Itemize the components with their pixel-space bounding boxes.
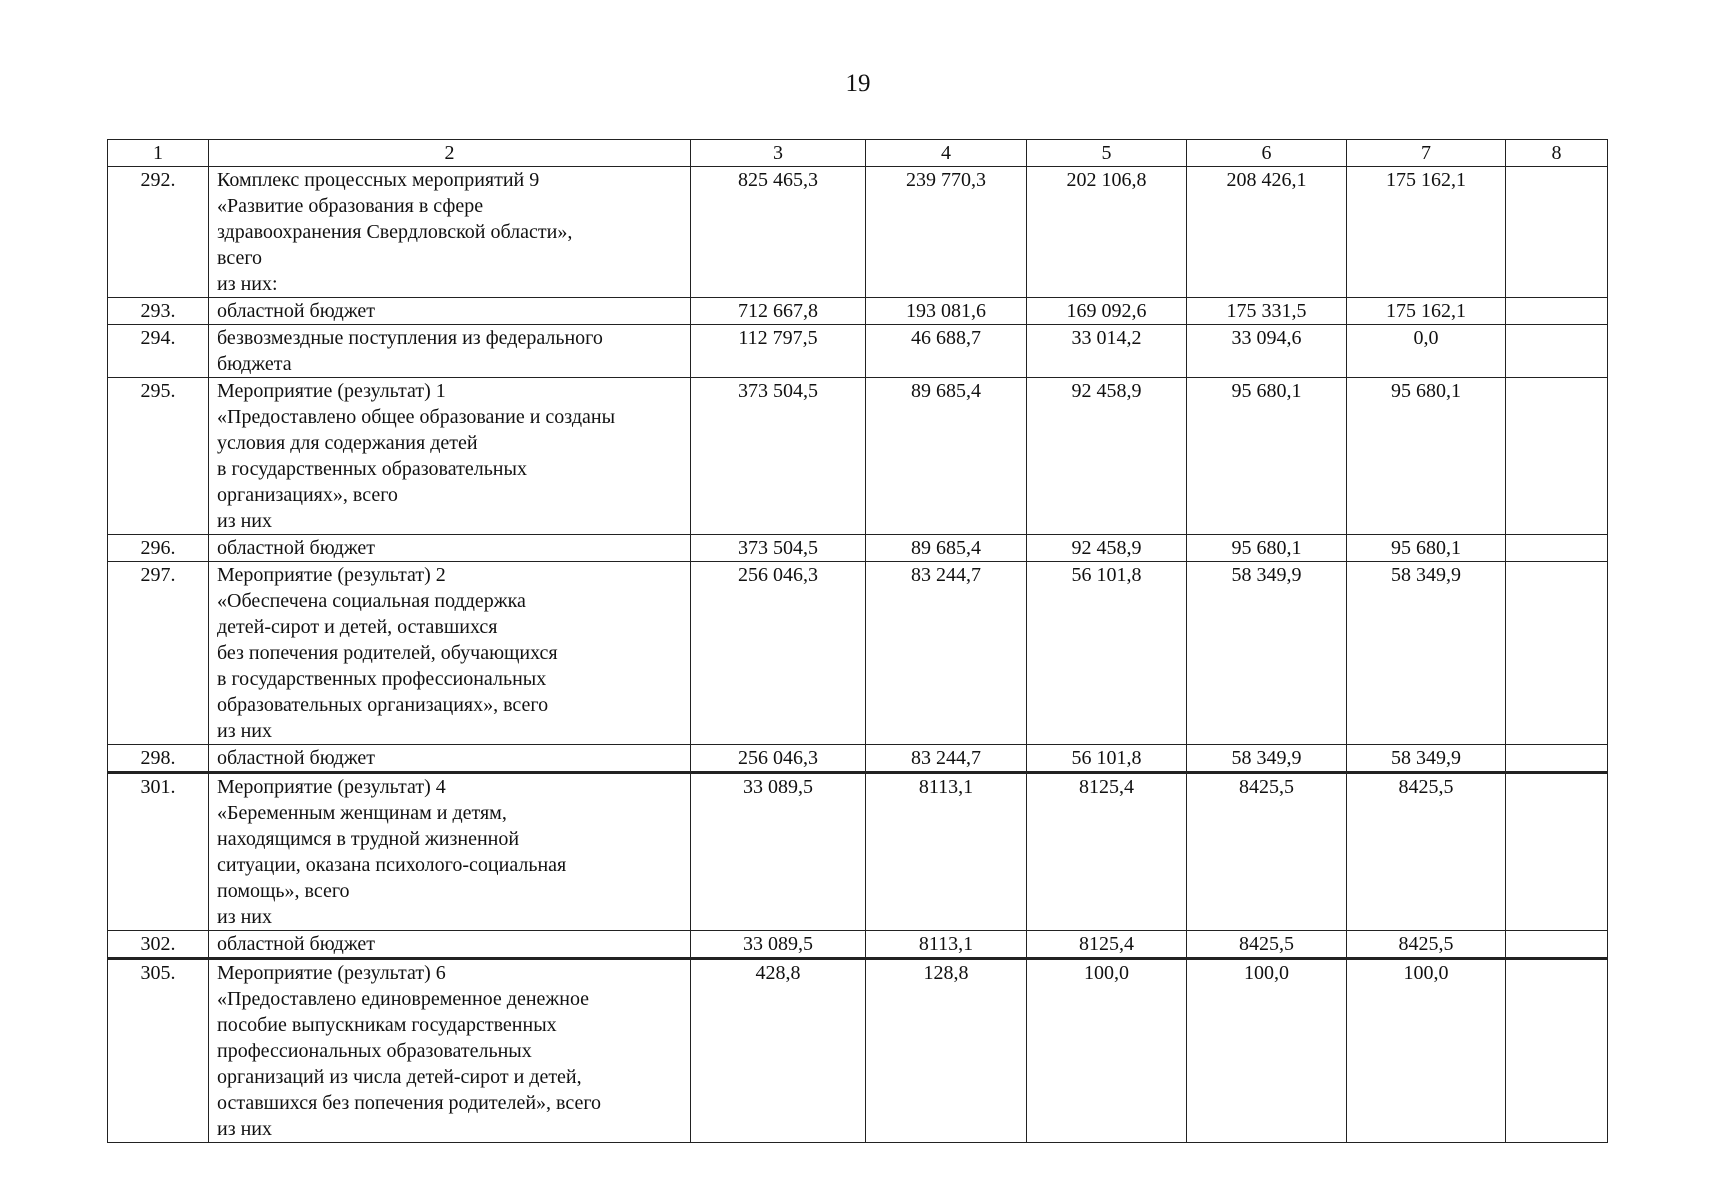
value-cell-col-4: 128,8 [866,959,1027,1143]
row-number: 295. [108,378,209,535]
value-cell-col-4: 83 244,7 [866,562,1027,745]
value-cell-col-8 [1506,325,1608,378]
table-row [108,959,1608,1143]
value-cell-col-4: 8113,1 [866,773,1027,931]
value-cell-col-5: 92 458,9 [1027,378,1187,535]
table-row [108,325,1608,378]
value-cell-col-5: 8125,4 [1027,773,1187,931]
value-cell-col-8 [1506,378,1608,535]
value-cell-col-4: 193 081,6 [866,298,1027,325]
value-cell-col-6: 208 426,1 [1187,167,1347,298]
column-header: 3 [691,140,866,167]
description-line: оставшихся без попечения родителей», всего [217,1092,602,1114]
description-line: из них [217,720,273,742]
value-cell-col-6: 175 331,5 [1187,298,1347,325]
value-cell-col-5: 33 014,2 [1027,325,1187,378]
value-cell-col-3: 33 089,5 [691,931,866,959]
value-cell-col-4: 83 244,7 [866,745,1027,773]
column-header: 4 [866,140,1027,167]
value-cell-col-5: 92 458,9 [1027,535,1187,562]
column-header: 1 [108,140,209,167]
value-cell-col-5: 56 101,8 [1027,562,1187,745]
description-line: Мероприятие (результат) 6 [217,962,446,984]
column-number-header [108,140,1608,167]
description-line: условия для содержания детей [217,432,478,454]
table-row [108,562,1608,745]
description-line: из них [217,510,273,532]
row-description [209,773,691,931]
row-number: 301. [108,773,209,931]
value-cell-col-7: 58 349,9 [1347,745,1506,773]
description-line: без попечения родителей, обучающихся [217,642,558,664]
value-cell-col-4: 89 685,4 [866,378,1027,535]
page-number: 19 [845,70,871,97]
value-cell-col-5: 56 101,8 [1027,745,1187,773]
description-line: «Обеспечена социальная поддержка [217,590,526,612]
value-cell-col-8 [1506,562,1608,745]
value-cell-col-5: 169 092,6 [1027,298,1187,325]
value-cell-col-6: 95 680,1 [1187,378,1347,535]
description-line: в государственных профессиональных [217,668,547,690]
description-line: областной бюджет [217,933,376,955]
column-header: 5 [1027,140,1187,167]
column-header: 8 [1506,140,1608,167]
value-cell-col-7: 8425,5 [1347,773,1506,931]
row-number: 302. [108,931,209,959]
row-description [209,959,691,1143]
value-cell-col-7: 8425,5 [1347,931,1506,959]
value-cell-col-5: 202 106,8 [1027,167,1187,298]
description-line: областной бюджет [217,537,376,559]
value-cell-col-6: 100,0 [1187,959,1347,1143]
value-cell-col-6: 33 094,6 [1187,325,1347,378]
row-number: 297. [108,562,209,745]
description-line: находящимся в трудной жизненной [217,828,520,850]
description-line: профессиональных образовательных [217,1040,532,1062]
column-header: 2 [209,140,691,167]
table-row [108,298,1608,325]
value-cell-col-6: 8425,5 [1187,931,1347,959]
row-description [209,298,691,325]
description-line: всего [217,247,263,269]
column-header: 7 [1347,140,1506,167]
row-number: 294. [108,325,209,378]
value-cell-col-3: 112 797,5 [691,325,866,378]
row-number: 305. [108,959,209,1143]
value-cell-col-7: 175 162,1 [1347,167,1506,298]
description-line: в государственных образовательных [217,458,527,480]
value-cell-col-3: 825 465,3 [691,167,866,298]
table-row [108,378,1608,535]
value-cell-col-6: 95 680,1 [1187,535,1347,562]
description-line: «Развитие образования в сфере [217,195,484,217]
table-body [108,167,1608,1143]
row-number: 296. [108,535,209,562]
value-cell-col-6: 8425,5 [1187,773,1347,931]
description-line: детей-сирот и детей, оставшихся [217,616,498,638]
table-row [108,535,1608,562]
description-line: из них [217,1118,273,1140]
row-description [209,931,691,959]
value-cell-col-4: 8113,1 [866,931,1027,959]
table-row [108,167,1608,298]
value-cell-col-8 [1506,167,1608,298]
description-line: «Предоставлено единовременное денежное [217,988,590,1010]
table-row [108,931,1608,959]
description-line: организаций из числа детей-сирот и детей, [217,1066,582,1088]
value-cell-col-7: 95 680,1 [1347,378,1506,535]
description-line: бюджета [217,353,292,375]
budget-table [107,139,1608,1143]
value-cell-col-5: 100,0 [1027,959,1187,1143]
value-cell-col-3: 428,8 [691,959,866,1143]
description-line: областной бюджет [217,747,376,769]
value-cell-col-3: 256 046,3 [691,562,866,745]
description-line: Мероприятие (результат) 1 [217,380,446,402]
row-description [209,535,691,562]
row-description [209,325,691,378]
value-cell-col-3: 373 504,5 [691,378,866,535]
value-cell-col-7: 95 680,1 [1347,535,1506,562]
value-cell-col-8 [1506,773,1608,931]
value-cell-col-3: 256 046,3 [691,745,866,773]
value-cell-col-4: 46 688,7 [866,325,1027,378]
description-line: помощь», всего [217,880,350,902]
value-cell-col-6: 58 349,9 [1187,562,1347,745]
description-line: Мероприятие (результат) 4 [217,776,446,798]
row-description [209,562,691,745]
value-cell-col-5: 8125,4 [1027,931,1187,959]
description-line: пособие выпускникам государственных [217,1014,557,1036]
description-line: Мероприятие (результат) 2 [217,564,446,586]
description-line: здравоохранения Свердловской области», [217,221,573,243]
value-cell-col-4: 239 770,3 [866,167,1027,298]
value-cell-col-7: 175 162,1 [1347,298,1506,325]
value-cell-col-4: 89 685,4 [866,535,1027,562]
value-cell-col-7: 58 349,9 [1347,562,1506,745]
description-line: областной бюджет [217,300,376,322]
column-header: 6 [1187,140,1347,167]
value-cell-col-3: 373 504,5 [691,535,866,562]
value-cell-col-6: 58 349,9 [1187,745,1347,773]
description-line: «Предоставлено общее образование и созданы [217,406,616,428]
row-number: 293. [108,298,209,325]
value-cell-col-3: 712 667,8 [691,298,866,325]
description-line: безвозмездные поступления из федерального [217,327,603,349]
row-number: 298. [108,745,209,773]
value-cell-col-8 [1506,931,1608,959]
table-row [108,745,1608,773]
description-line: образовательных организациях», всего [217,694,549,716]
description-line: Комплекс процессных мероприятий 9 [217,169,540,191]
value-cell-col-8 [1506,745,1608,773]
description-line: организациях», всего [217,484,398,506]
table-row [108,773,1608,931]
value-cell-col-8 [1506,535,1608,562]
value-cell-col-7: 100,0 [1347,959,1506,1143]
description-line: «Беременным женщинам и детям, [217,802,507,824]
value-cell-col-8 [1506,959,1608,1143]
value-cell-col-3: 33 089,5 [691,773,866,931]
description-line: из них [217,906,273,928]
row-description [209,745,691,773]
row-number: 292. [108,167,209,298]
description-line: ситуации, оказана психолого-социальная [217,854,567,876]
description-line: из них: [217,273,278,295]
value-cell-col-7: 0,0 [1347,325,1506,378]
row-description [209,378,691,535]
value-cell-col-8 [1506,298,1608,325]
row-description [209,167,691,298]
